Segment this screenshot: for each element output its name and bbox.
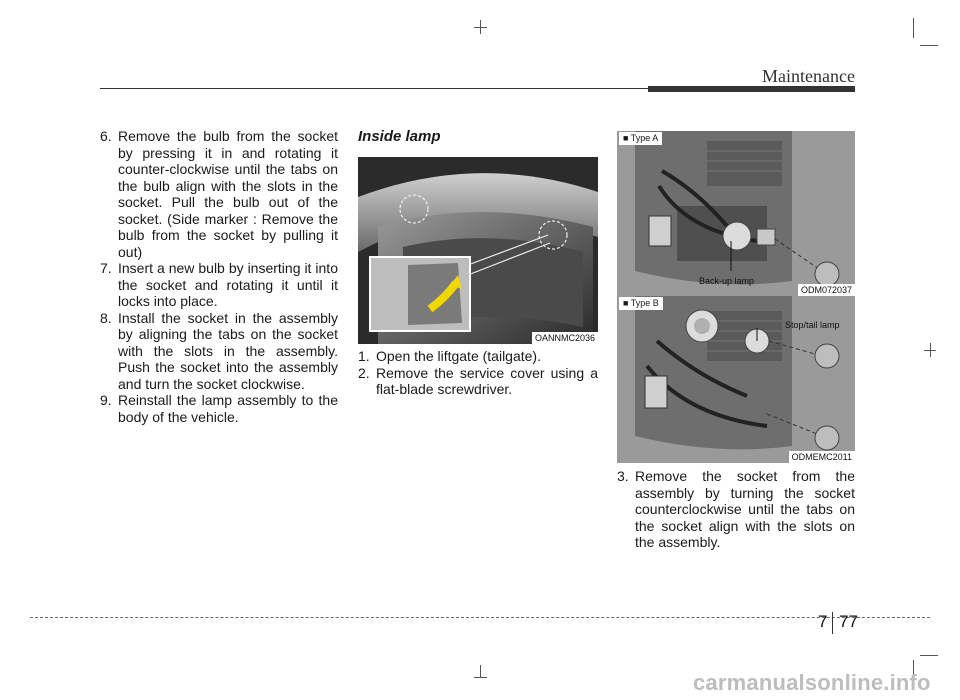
liftgate-illustration: [358, 157, 598, 344]
figure-code: ODMEMC2011: [789, 451, 855, 463]
step-item: [100, 392, 338, 425]
crop-mark: [474, 677, 487, 678]
crop-mark: [913, 18, 914, 38]
step-text: Remove the socket from the assembly by turning the socket counterclockwise until the tabs on the socket align with the slots on the assembly.: [635, 468, 855, 550]
step-number: 8.: [100, 309, 112, 326]
figure-code: ODM072037: [798, 284, 855, 296]
crop-mark: [920, 655, 938, 656]
inside-lamp-heading: Inside lamp: [358, 128, 441, 145]
liftgate-figure: [358, 157, 598, 344]
type-a-label: ■ Type A: [619, 132, 662, 145]
crop-mark: [924, 350, 936, 351]
step-text: Remove the service cover using a flat-blade screwdriver.: [376, 364, 598, 397]
step-item: [100, 310, 338, 393]
step-item: [358, 348, 598, 365]
step-text: Install the socket in the assembly by aligning the tabs on the socket with the slots in the assembly. Push the socket into the assembly and turn the socket clockwise.: [118, 309, 338, 392]
crop-mark: [920, 45, 938, 46]
type-b-label: ■ Type B: [619, 297, 663, 310]
watermark: carmanualsonline.info: [693, 670, 931, 695]
type-a-figure: [617, 131, 855, 296]
section-header-title: Maintenance: [762, 66, 855, 86]
left-column: [100, 128, 338, 425]
step-number: 2.: [358, 364, 370, 381]
step-text: Reinstall the lamp assembly to the body of the vehicle.: [118, 392, 338, 425]
step-list: [100, 128, 338, 425]
chapter-number: 7: [818, 612, 828, 631]
step-number: 7.: [100, 260, 112, 276]
right-column-steps: [617, 468, 855, 551]
step-text: Open the liftgate (tailgate).: [376, 348, 541, 364]
type-a-illustration: [617, 131, 855, 296]
header-bar: [648, 86, 855, 92]
crop-mark: [474, 27, 487, 28]
page-number: 77: [839, 612, 858, 631]
inside-lamp-steps: [358, 348, 598, 398]
step-number: 3.: [617, 468, 629, 484]
step-number: 1.: [358, 348, 370, 364]
footer-divider: [30, 617, 930, 618]
step-item: [358, 365, 598, 398]
step-item: [617, 468, 855, 551]
step-text: Insert a new bulb by inserting it into the socket and rotating it until it locks into place.: [118, 260, 338, 309]
figure-code: OANNMC2036: [532, 332, 598, 344]
page-number-separator: [832, 612, 833, 634]
stop-tail-lamp-callout: Stop/tail lamp: [785, 320, 840, 330]
step-list: [358, 348, 598, 398]
step-list: [617, 468, 855, 551]
type-b-figure: [617, 296, 855, 463]
step-text: Remove the bulb from the socket by pressing it in and rotating it counter-clockwise until the tabs on the bulb align with the slots in the socket. Pull the bulb out of the socket. (Side marker : Remove the bulb from the socket by pulling it out): [118, 128, 338, 260]
back-up-lamp-callout: Back-up lamp: [699, 276, 755, 286]
step-item: [100, 260, 338, 310]
crop-mark: [480, 665, 481, 677]
step-item: [100, 128, 338, 260]
step-number: 6.: [100, 128, 112, 144]
step-number: 9.: [100, 392, 112, 408]
